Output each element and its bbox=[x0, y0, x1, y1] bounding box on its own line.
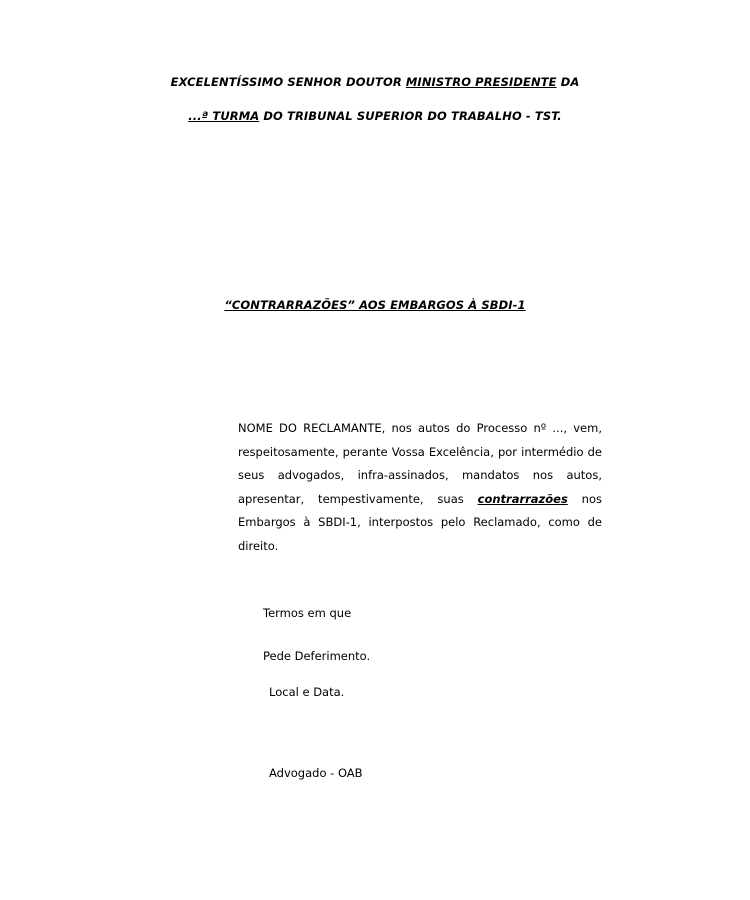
addressee-turma: ...ª TURMA bbox=[188, 109, 260, 123]
addressee-line-1 bbox=[0, 75, 750, 89]
addressee-minister-title: MINISTRO PRESIDENTE bbox=[405, 75, 557, 89]
document-title bbox=[0, 298, 750, 312]
body-paragraph bbox=[238, 417, 602, 559]
closing-request: Pede Deferimento. bbox=[263, 649, 371, 663]
addressee-line-2-end: DO TRIBUNAL SUPERIOR DO TRABALHO - TST. bbox=[259, 109, 562, 123]
addressee-line-2 bbox=[0, 109, 750, 123]
addressee-line-1-end: DA bbox=[556, 75, 580, 89]
addressee-line-1-start: EXCELENTÍSSIMO SENHOR DOUTOR bbox=[170, 75, 406, 89]
closing-place-date: Local e Data. bbox=[269, 685, 345, 699]
body-paragraph-end: nos Embargos à SBDI-1, interpostos pelo Reclamado, como de direito. bbox=[238, 491, 602, 553]
body-paragraph-start: NOME DO RECLAMANTE, nos autos do Processo nº ..., vem, respeitosamente, perante Vossa Excelência, por intermédio de seus advogados, infra-assinados, mandatos nos autos, apresentar, tempestivamente, suas bbox=[238, 421, 602, 506]
document-title-text: “CONTRARRAZÕES” AOS EMBARGOS À SBDI-1 bbox=[224, 298, 526, 312]
signature-line: Advogado - OAB bbox=[269, 766, 363, 780]
closing-terms: Termos em que bbox=[263, 606, 352, 620]
body-emphasis: contrarrazões bbox=[477, 491, 568, 506]
